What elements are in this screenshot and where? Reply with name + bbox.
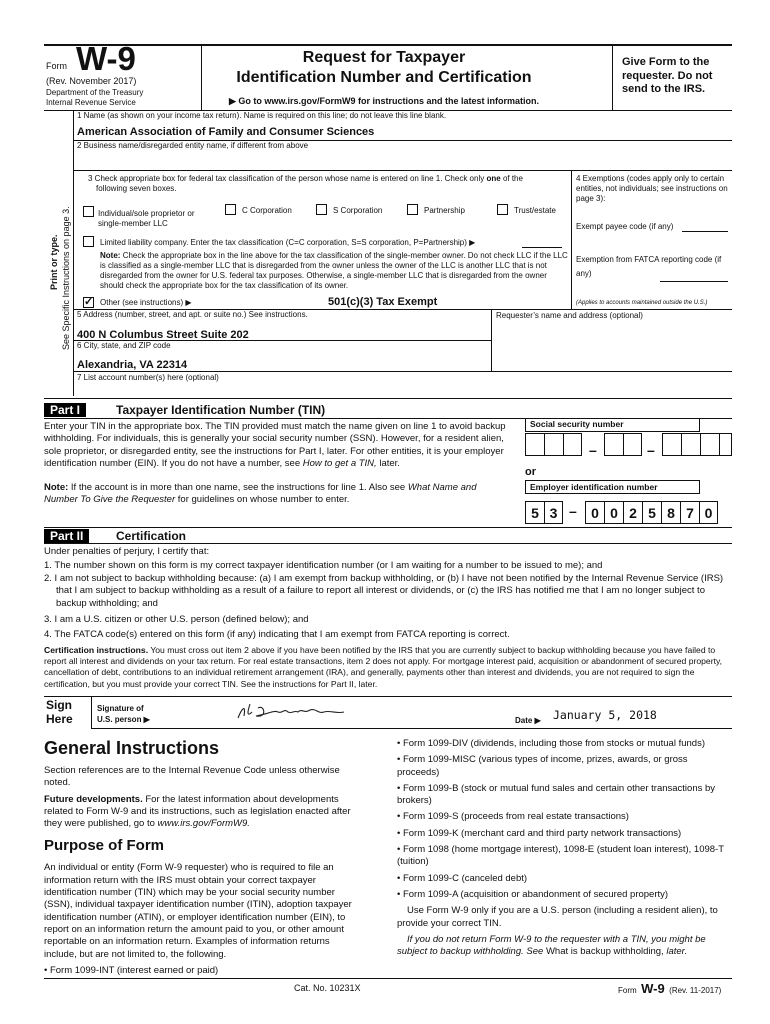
trust-estate-label: Trust/estate bbox=[514, 206, 556, 215]
list-item: • Form 1099-B (stock or mutual fund sales and certain other transactions by brokers) bbox=[397, 782, 716, 807]
ein-label: Employer identification number bbox=[525, 480, 700, 494]
applies-note: (Applies to accounts maintained outside the U.S.) bbox=[576, 300, 708, 306]
other-checkbox[interactable]: ✓ bbox=[84, 296, 94, 308]
part1-tag: Part I bbox=[44, 403, 86, 417]
purpose-title: Purpose of Form bbox=[44, 837, 165, 855]
trust-estate-checkbox[interactable] bbox=[497, 204, 508, 215]
cert-intro: Under penalties of perjury, I certify that: bbox=[44, 546, 210, 557]
goto-instructions: ▶ Go to www.irs.gov/FormW9 for instructions and the latest information. bbox=[228, 96, 540, 106]
individual-label: Individual/sole proprietor or single-member LLC bbox=[98, 209, 195, 228]
c-corporation-checkbox[interactable] bbox=[225, 204, 236, 215]
line7-label: 7 List account number(s) here (optional) bbox=[77, 373, 219, 382]
date-label: Date ▶ bbox=[515, 716, 541, 725]
line5-label: 5 Address (number, street, and apt. or suite no.) See instructions. bbox=[77, 310, 308, 319]
section-refs-text: Section references are to the Internal Revenue Code unless otherwise noted. bbox=[44, 765, 340, 789]
part1-instructions: Enter your TIN in the appropriate box. The TIN provided must match the name given on line 1 to avoid backup withholding. For individuals, this is generally your social security number (SSN). However, for a resident alien, sole proprietor, or disregarded entity, see the instructions for Part I, later. For other entities, it is your employer identification number (EIN). If you do not have a number, see How to get a TIN, later. bbox=[44, 421, 506, 469]
ein-digit[interactable]: 8 bbox=[661, 501, 680, 524]
llc-label: Limited liability company. Enter the tax classification (C=C corporation, S=S corporation, P=Partnership) ▶ bbox=[100, 238, 476, 247]
individual-checkbox[interactable] bbox=[83, 206, 94, 217]
exempt-payee-label: Exempt payee code (if any) bbox=[576, 222, 674, 231]
signature-label-2: U.S. person ▶ bbox=[97, 715, 150, 724]
sign-label: Sign bbox=[46, 698, 72, 712]
form-word: Form bbox=[46, 61, 67, 71]
use-form-text: Use Form W-9 only if you are a U.S. person (including a resident alien), to provide your correct TIN. bbox=[397, 905, 718, 929]
form-title-line1: Request for Taxpayer bbox=[302, 49, 466, 66]
c-corporation-label: C Corporation bbox=[242, 206, 292, 215]
list-item: • Form 1099-A (acquisition or abandonment of secured property) bbox=[397, 888, 669, 900]
line2-label: 2 Business name/disregarded entity name, if different from above bbox=[77, 141, 309, 150]
backup-withholding-text: If you do not return Form W-9 to the requester with a TIN, you might be subject to backup withholding. See What is backup withholding, later. bbox=[397, 933, 706, 958]
handwritten-signature[interactable] bbox=[232, 700, 372, 724]
line3-label: 3 Check appropriate box for federal tax classification of the person whose name is entered on line 1. Check only one of the following seven boxes. bbox=[88, 174, 523, 193]
requester-field[interactable] bbox=[496, 324, 732, 370]
s-corporation-checkbox[interactable] bbox=[316, 204, 327, 215]
ein-digit[interactable]: 5 bbox=[525, 501, 544, 524]
ein-digit[interactable]: 3 bbox=[544, 501, 563, 524]
address-field[interactable]: 400 N Columbus Street Suite 202 bbox=[77, 329, 249, 341]
part1-note: Note: If the account is in more than one name, see the instructions for line 1. Also see What Name and Number To Give the Requester for guidelines on whose number to enter. bbox=[44, 482, 477, 506]
cert-item2: 2. I am not subject to backup withholding because: (a) I am exempt from backup withholding, or (b) I have not been notified by the Internal Revenue Service (IRS) that I am subject to backup withholding as a result of a failure to report all interest or dividends, or (c) the IRS has notified me that I am no longer subject to backup withholding; and bbox=[44, 573, 724, 609]
ein-digit[interactable]: 0 bbox=[585, 501, 604, 524]
part1-title: Taxpayer Identification Number (TIN) bbox=[116, 403, 326, 417]
line1-name-field[interactable]: American Association of Family and Consumer Sciences bbox=[77, 126, 375, 138]
print-or-type-label: Print or type. bbox=[49, 234, 59, 290]
part2-tag: Part II bbox=[44, 529, 89, 543]
part2-title: Certification bbox=[116, 529, 187, 543]
cert-item3: 3. I am a U.S. citizen or other U.S. person (defined below); and bbox=[44, 614, 309, 625]
catalog-number: Cat. No. 10231X bbox=[294, 983, 361, 993]
form-title-line2: Identification Number and Certification bbox=[236, 69, 532, 86]
llc-checkbox[interactable] bbox=[83, 236, 94, 247]
irs-link[interactable]: www.irs.gov/FormW9. bbox=[157, 818, 250, 830]
specific-instructions-label: See Specific Instructions on page 3. bbox=[61, 206, 71, 350]
account-numbers-field[interactable] bbox=[77, 384, 727, 396]
revision-date: (Rev. November 2017) bbox=[46, 76, 137, 86]
cert-item4: 4. The FATCA code(s) entered on this form (if any) indicating that I am exempt from FATCA reporting is correct. bbox=[44, 629, 510, 640]
department: Department of the Treasury bbox=[46, 88, 144, 97]
other-classification-field[interactable]: 501(c)(3) Tax Exempt bbox=[328, 296, 438, 308]
bullet-1099-int: • Form 1099-INT (interest earned or paid) bbox=[44, 964, 219, 976]
ein-digit[interactable]: 0 bbox=[699, 501, 718, 524]
partnership-label: Partnership bbox=[424, 206, 465, 215]
city-state-zip-field[interactable]: Alexandria, VA 22314 bbox=[77, 359, 188, 371]
cert-instructions: Certification instructions. You must cross out item 2 above if you have been notified by the IRS that you are currently subject to backup withholding because you have failed to report all interest and dividends on your tax return. For real estate transactions, item 2 does not apply. For mortgage interest paid, acquisition or abandonment of secured property, cancellation of debt, contributions to an individual retirement arrangement (IRA), and generally, payments other than interest and dividends, you are not required to sign the certification, but you must provide your correct TIN. See the instructions for Part II, later. bbox=[44, 645, 722, 689]
exempt-payee-field[interactable] bbox=[682, 231, 728, 232]
purpose-text: An individual or entity (Form W-9 requester) who is required to file an information return with the IRS must obtain your correct taxpayer identification number (TIN) which may be your social security number (SSN), individual taxpayer identification number (ITIN), adoption taxpayer identification number (ATIN), or employer identification number (EIN), to report on an information return the amount paid to you, or other amount reportable on an information return. Examples of information returns include, but are not limited to, the following. bbox=[44, 862, 352, 960]
footer-form-id: Form W-9 (Rev. 11-2017) bbox=[618, 981, 722, 996]
list-item: • Form 1099-S (proceeds from real estate transactions) bbox=[397, 811, 629, 823]
partnership-checkbox[interactable] bbox=[407, 204, 418, 215]
fatca-field[interactable] bbox=[660, 281, 728, 282]
s-corporation-label: S Corporation bbox=[333, 206, 383, 215]
line4-label: 4 Exemptions (codes apply only to certain entities, not individuals; see instructions on page 3): bbox=[576, 174, 728, 203]
here-label: Here bbox=[46, 712, 73, 726]
fatca-label: Exemption from FATCA reporting code (if any) bbox=[576, 255, 722, 278]
ssn-label: Social security number bbox=[525, 418, 700, 432]
other-label: Other (see instructions) ▶ bbox=[100, 298, 192, 307]
list-item: • Form 1099-MISC (various types of income, prizes, awards, or gross proceeds) bbox=[397, 754, 688, 778]
llc-classification-field[interactable] bbox=[522, 247, 562, 248]
ein-digit[interactable]: 5 bbox=[642, 501, 661, 524]
llc-note: Note: Check the appropriate box in the line above for the tax classification of the single-member owner. Do not check LLC if the LLC is classified as a single-member LLC that is disregarded from the owner unless the owner of the LLC is another LLC that is not disregarded from the owner for U.S. federal tax purposes. Otherwise, a single-member LLC that is disregarded from the owner should check the appropriate box for the tax classification of its owner. bbox=[100, 251, 568, 290]
date-field[interactable]: January 5, 2018 bbox=[553, 708, 657, 722]
irs-label: Internal Revenue Service bbox=[46, 98, 136, 107]
line2-business-name-field[interactable] bbox=[77, 152, 727, 168]
general-instructions-title: General Instructions bbox=[44, 738, 220, 758]
cert-item1: 1. The number shown on this form is my correct taxpayer identification number (or I am waiting for a number to be issued to me); and bbox=[44, 560, 603, 571]
ein-digit[interactable]: 0 bbox=[604, 501, 623, 524]
requester-label: Requester’s name and address (optional) bbox=[496, 311, 643, 320]
ein-digit[interactable]: 7 bbox=[680, 501, 699, 524]
list-item: • Form 1099-K (merchant card and third party network transactions) bbox=[397, 827, 682, 839]
form-number: W-9 bbox=[76, 40, 136, 77]
list-item: • Form 1099-DIV (dividends, including those from stocks or mutual funds) bbox=[397, 738, 705, 749]
line6-label: 6 City, state, and ZIP code bbox=[77, 341, 171, 350]
future-developments-text: Future developments. For the latest information about developments related to Form W-9 and its instructions, such as legislation enacted after they were published, go to www.irs.gov/FormW9. bbox=[44, 793, 351, 830]
list-item: • Form 1098 (home mortgage interest), 1098-E (student loan interest), 1098-T (tuition) bbox=[397, 844, 724, 868]
ein-digit[interactable]: 2 bbox=[623, 501, 642, 524]
signature-label-1: Signature of bbox=[97, 704, 144, 713]
give-form-note: Give Form to the requester. Do not send to the IRS. bbox=[622, 56, 713, 95]
or-label: or bbox=[525, 466, 536, 478]
line1-label: 1 Name (as shown on your income tax return). Name is required on this line; do not leave this line blank. bbox=[77, 111, 447, 120]
list-item: • Form 1099-C (canceled debt) bbox=[397, 872, 528, 884]
